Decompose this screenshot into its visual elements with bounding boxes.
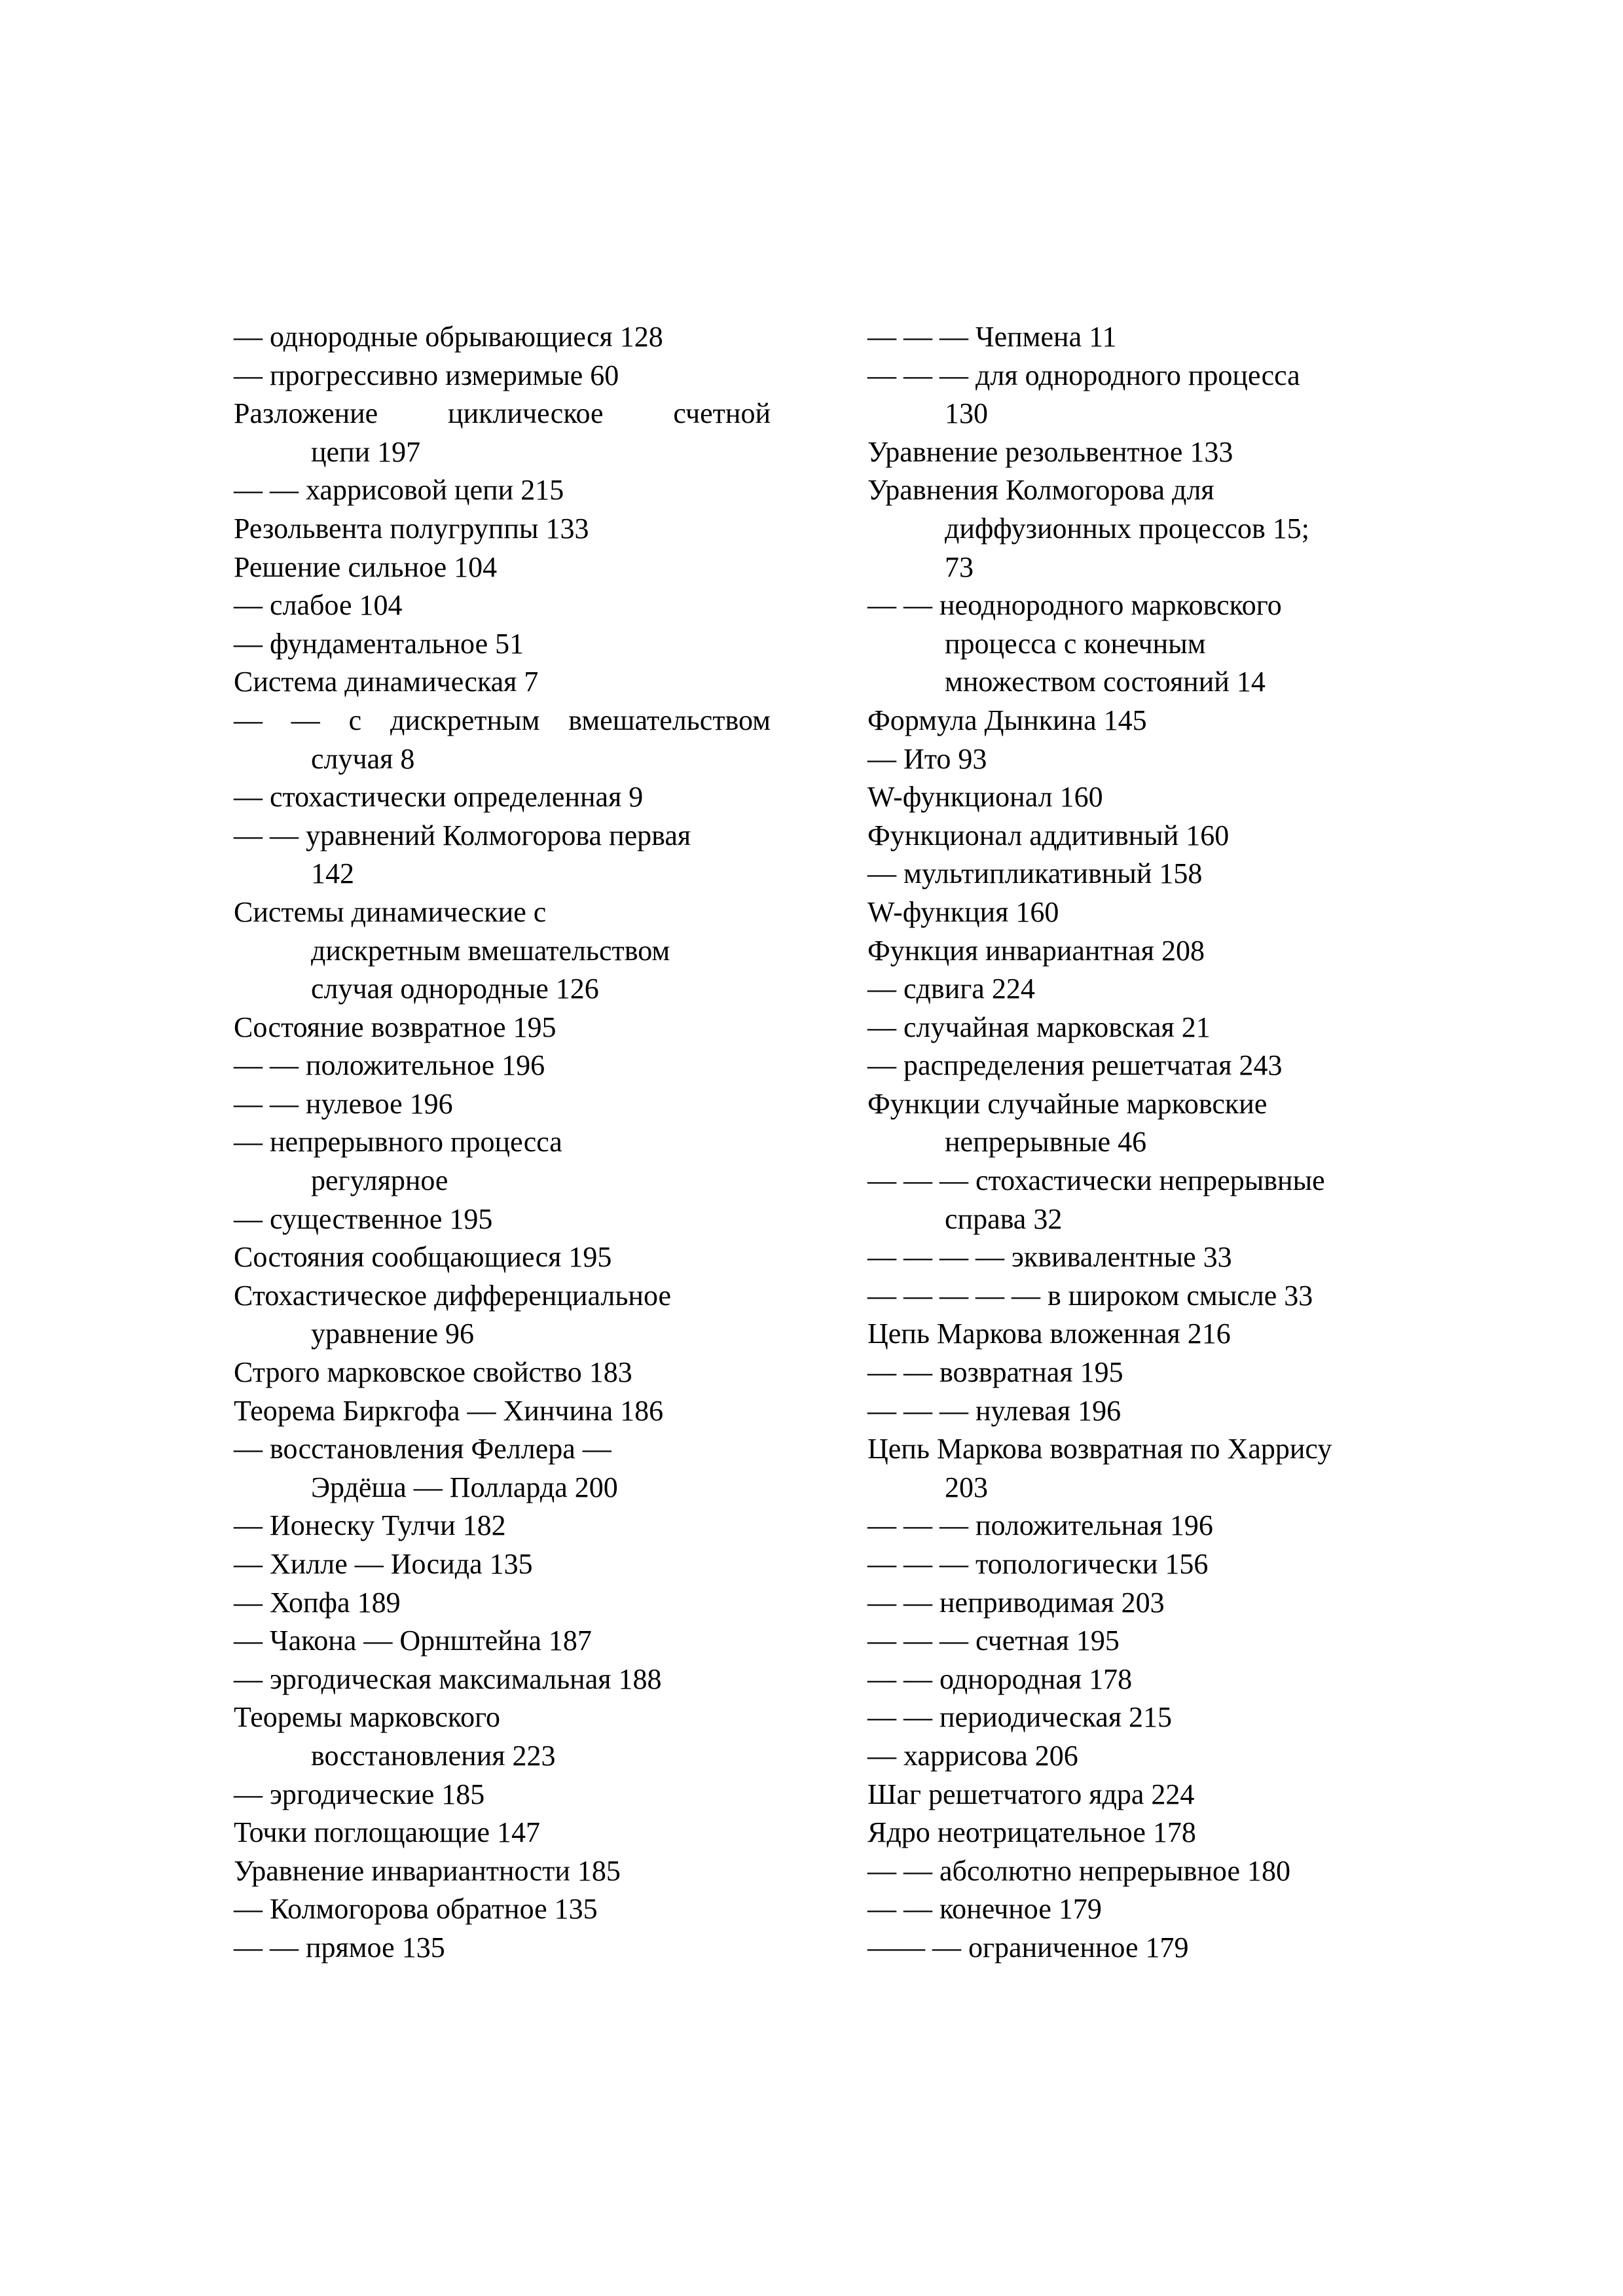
index-entry-continuation: 130	[945, 397, 988, 430]
index-entry: — эргодические 185	[234, 1778, 485, 1810]
index-entry: — — конечное 179	[867, 1893, 1102, 1926]
index-entry: — харрисова 206	[867, 1739, 1078, 1772]
index-entry: — распределения решетчатая 243	[867, 1049, 1283, 1082]
index-entry: — — с дискретным вмешательством	[234, 704, 771, 736]
index-entry: — — — Чепмена 11	[867, 321, 1117, 353]
index-entry: — Колмогорова обратное 135	[234, 1893, 598, 1926]
index-entry-continuation: случая однородные 126	[311, 973, 599, 1005]
index-entry: Состояние возвратное 195	[234, 1011, 556, 1043]
index-entry: Ядро неотрицательное 178	[867, 1816, 1196, 1849]
index-entry-continuation: случая 8	[311, 742, 415, 775]
index-entry: Функции случайные марковские	[867, 1087, 1267, 1120]
index-entry: Системы динамические с	[234, 895, 547, 928]
index-entry: — — — нулевая 196	[867, 1394, 1122, 1427]
index-entry-continuation: регулярное	[311, 1164, 448, 1197]
index-entry-continuation: 73	[945, 550, 974, 583]
index-entry: Решение сильное 104	[234, 550, 498, 583]
index-entry: Точки поглощающие 147	[234, 1816, 541, 1849]
index-entry: — Хилле — Иосида 135	[234, 1548, 533, 1580]
index-entry: Состояния сообщающиеся 195	[234, 1241, 612, 1274]
index-entry: — мультипликативный 158	[867, 857, 1203, 890]
index-entry: Цепь Маркова возвратная по Харрису	[867, 1433, 1332, 1465]
index-entry: Функция инвариантная 208	[867, 934, 1205, 967]
index-entry-continuation: цепи 197	[311, 435, 421, 468]
index-entry: Система динамическая 7	[234, 666, 539, 698]
index-entry-continuation: дискретным вмешательством	[311, 934, 670, 967]
index-entry: — случайная марковская 21	[867, 1011, 1211, 1043]
index-entry: — — уравнений Колмогорова первая	[234, 819, 691, 852]
index-entry: — — — стохастически непрерывные	[867, 1164, 1325, 1197]
index-entry: — однородные обрывающиеся 128	[234, 321, 663, 353]
index-entry: — Ионеску Тулчи 182	[234, 1509, 506, 1542]
index-entry-continuation: справа 32	[945, 1202, 1063, 1235]
index-entry-continuation: 203	[945, 1471, 988, 1503]
index-entry: — стохастически определенная 9	[234, 781, 644, 814]
index-entry: Функционал аддитивный 160	[867, 819, 1230, 852]
index-entry: — — — положительная 196	[867, 1509, 1213, 1542]
index-entry: Формула Дынкина 145	[867, 704, 1147, 736]
index-entry: — восстановления Феллера —	[234, 1433, 611, 1465]
index-entry: — — харрисовой цепи 215	[234, 474, 564, 507]
index-entry-continuation: уравнение 96	[311, 1318, 475, 1350]
index-entry: — — нулевое 196	[234, 1087, 453, 1120]
index-entry: — существенное 195	[234, 1202, 493, 1235]
index-entry: — — неоднородного марковского	[867, 589, 1282, 622]
index-entry-continuation: Эрдёша — Полларда 200	[311, 1471, 618, 1503]
index-entry: — Ито 93	[867, 742, 987, 775]
index-entry: Строго марковское свойство 183	[234, 1356, 632, 1389]
index-entry-continuation: процесса с конечным	[945, 627, 1206, 660]
index-column-right	[867, 318, 1431, 1967]
index-entry-continuation: множеством состояний 14	[945, 666, 1266, 698]
index-entry: — — периодическая 215	[867, 1701, 1173, 1734]
index-entry: — — абсолютно непрерывное 180	[867, 1854, 1290, 1887]
index-entry: Уравнения Колмогорова для	[867, 474, 1214, 507]
index-entry-continuation: восстановления 223	[311, 1739, 556, 1772]
index-entry: Теоремы марковского	[234, 1701, 501, 1734]
index-entry: Теорема Биркгофа — Хинчина 186	[234, 1394, 664, 1427]
index-entry: — — — — — в широком смысле 33	[867, 1279, 1313, 1312]
index-entry: — — неприводимая 203	[867, 1586, 1165, 1619]
index-entry: — — — счетная 195	[867, 1624, 1120, 1657]
index-entry: — Хопфа 189	[234, 1586, 401, 1619]
index-entry: Стохастическое дифференциальное	[234, 1279, 672, 1312]
index-entry: W-функционал 160	[867, 781, 1103, 814]
index-entry: — — прямое 135	[234, 1931, 445, 1964]
index-entry: —— — ограниченное 179	[867, 1931, 1189, 1964]
index-entry: Шаг решетчатого ядра 224	[867, 1778, 1195, 1810]
index-entry: — — — для однородного процесса	[867, 359, 1300, 391]
index-entry-continuation: 142	[311, 857, 354, 890]
index-entry: — фундаментальное 51	[234, 627, 524, 660]
index-entry: — — возвратная 195	[867, 1356, 1123, 1389]
index-entry: — — однородная 178	[867, 1662, 1133, 1695]
index-entry: — непрерывного процесса	[234, 1126, 562, 1158]
index-column-left	[234, 318, 771, 1967]
index-entry-continuation: непрерывные 46	[945, 1126, 1147, 1158]
index-entry: — слабое 104	[234, 589, 403, 622]
index-entry: Резольвента полугруппы 133	[234, 512, 589, 545]
index-entry: Уравнение резольвентное 133	[867, 435, 1233, 468]
index-entry: Цепь Маркова вложенная 216	[867, 1318, 1231, 1350]
index-entry: W-функция 160	[867, 895, 1059, 928]
index-entry: Уравнение инвариантности 185	[234, 1854, 621, 1887]
index-entry: — Чакона — Орнштейна 187	[234, 1624, 592, 1657]
index-entry: — прогрессивно измеримые 60	[234, 359, 619, 391]
index-entry: — — положительное 196	[234, 1049, 545, 1082]
index-entry: — сдвига 224	[867, 973, 1035, 1005]
index-entry: — — — — эквивалентные 33	[867, 1241, 1232, 1274]
index-entry: — эргодическая максимальная 188	[234, 1662, 662, 1695]
index-entry: — — — топологически 156	[867, 1548, 1209, 1580]
index-entry: Разложение циклическое счетной	[234, 397, 771, 430]
index-entry-continuation: диффузионных процессов 15;	[945, 512, 1309, 545]
